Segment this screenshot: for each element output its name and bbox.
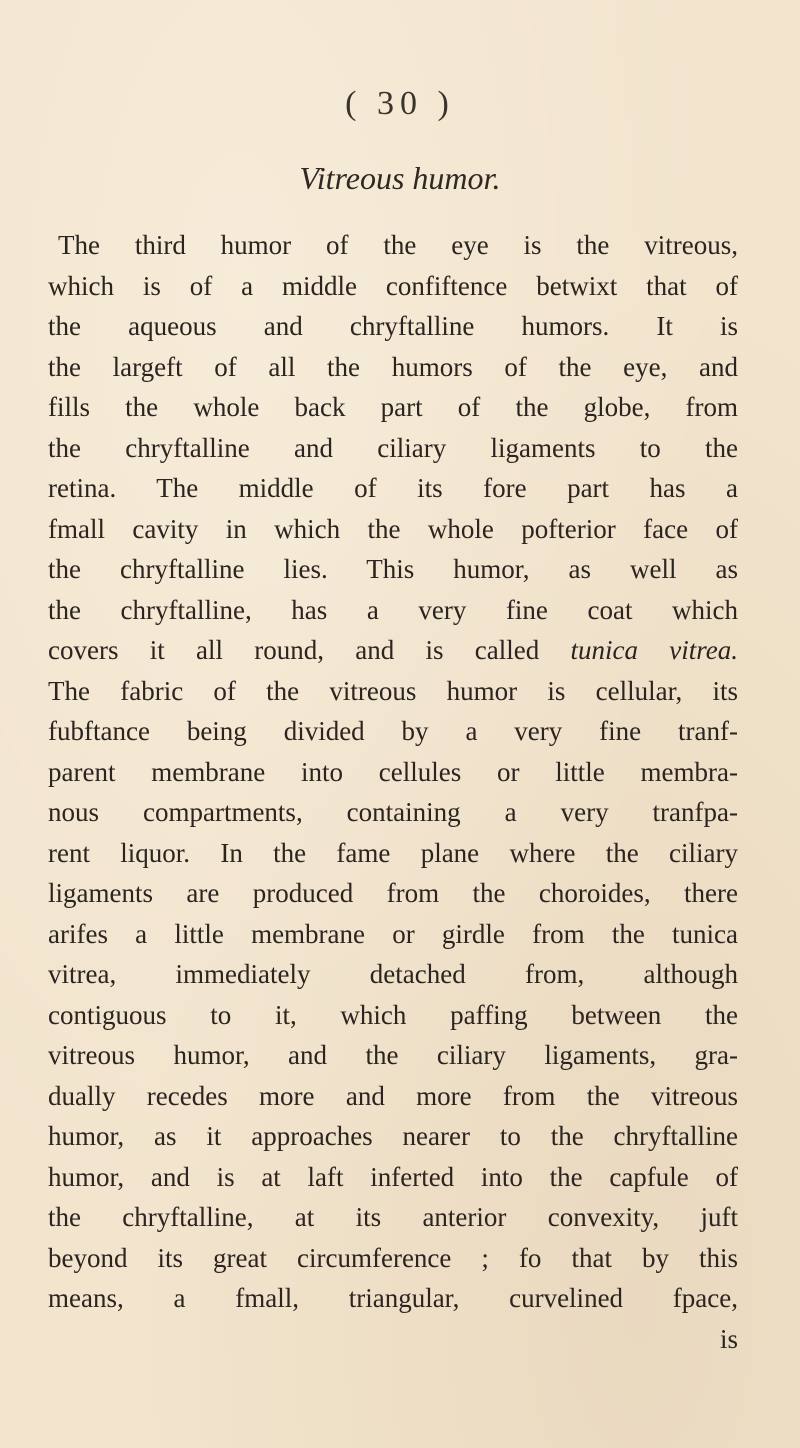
text-line: The fabric of the vitreous humor is cellular, its [48,675,738,706]
text-line: fubftance being divided by a very fine tranf- [48,716,738,746]
text-line-with-italic [48,630,738,671]
italic-term: tunica vitrea. [570,635,738,665]
text-line: vitrea, immediately detached from, although [48,959,738,989]
text-line: humor, as it approaches nearer to the chryftalline [48,1121,738,1151]
body-text [48,225,738,1359]
text-line: nous compartments, containing a very tranfpa- [48,797,738,827]
text-line: retina. The middle of its fore part has a [48,473,738,503]
text-line: rent liquor. In the fame plane where the ciliary [48,837,738,868]
text-line: contiguous to it, which paffing between the [48,999,738,1030]
text-line: The third humor of the eye is the vitreous, [58,230,738,260]
text-line: which is of a middle confiftence betwixt that of [48,270,738,301]
text-line: the chryftalline, has a very fine coat which [48,594,738,625]
text-line: dually recedes more and more from the vitreous [48,1080,738,1111]
catchword: is [719,1323,738,1354]
text-line: fills the whole back part of the globe, from [48,392,738,422]
text-line: vitreous humor, and the ciliary ligaments, gra- [48,1040,738,1070]
text-line: the chryftalline, at its anterior convexity, juft [48,1202,738,1232]
section-heading: Vitreous humor. [299,160,501,196]
text-line: the largeft of all the humors of the eye, and [48,351,738,382]
text-line: the chryftalline and ciliary ligaments to the [48,432,738,463]
text-line: the aqueous and chryftalline humors. It is [48,311,738,341]
text-line: means, a fmall, triangular, curvelined fpace, [48,1283,738,1313]
text-line: ligaments are produced from the choroides, there [48,878,738,908]
text-line: arifes a little membrane or girdle from the tunica [48,918,738,949]
text-line: the chryftalline lies. This humor, as well as [48,554,738,584]
text-line: parent membrane into cellules or little membra- [48,756,738,787]
page-number: ( 30 ) [345,85,455,122]
text-line: humor, and is at laft inferted into the capfule of [48,1161,738,1192]
text-line: fmall cavity in which the whole pofterior face of [48,513,738,544]
text-line: beyond its great circumference ; fo that by this [48,1242,738,1273]
text-segment: covers it all round, and is called [48,635,540,665]
